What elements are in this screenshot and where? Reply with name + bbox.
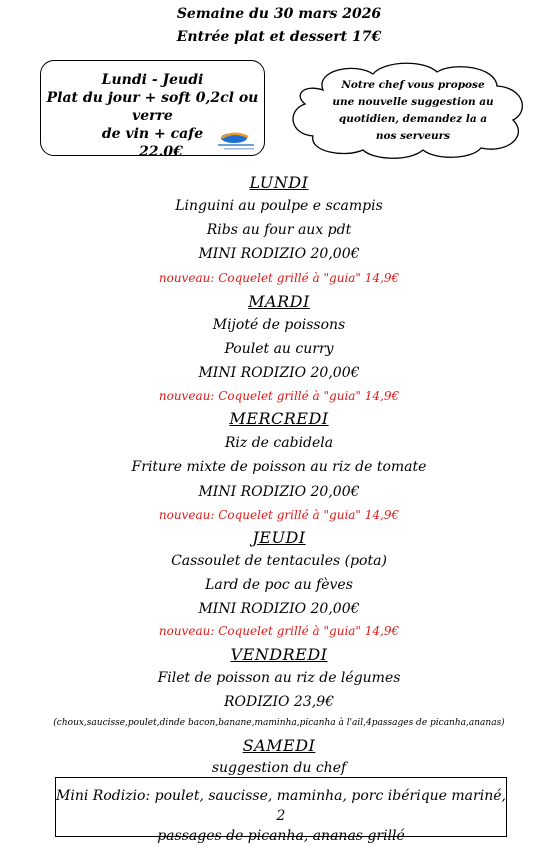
day-heading-vendredi: VENDREDI: [230, 645, 328, 664]
day-heading-jeudi: JEUDI: [252, 528, 306, 547]
nouveau-line: [0, 508, 558, 522]
menu-item: Poulet au curry: [224, 341, 334, 357]
nouveau-line: [0, 624, 558, 638]
menu-item: suggestion du chef: [211, 760, 347, 776]
nouveau-item: Coquelet grillé à "guia" 14,9€: [218, 624, 400, 638]
menu-item: Ribs au four aux pdt: [206, 222, 352, 238]
chef-suggestion-text: [318, 77, 508, 145]
day-heading-lundi: LUNDI: [249, 173, 309, 192]
promo-offer-cont: de vin + cafe: [101, 126, 204, 142]
nouveau-item: Coquelet grillé à "guia" 14,9€: [218, 389, 400, 403]
nouveau-label: nouveau:: [158, 389, 215, 403]
cloud-line: Notre chef vous propose: [341, 79, 485, 91]
promo-price: 22.0€: [139, 144, 183, 160]
cloud-line: nos serveurs: [375, 130, 451, 142]
nouveau-line: [0, 271, 558, 285]
menu-item: Cassoulet de tentacules (pota): [171, 553, 387, 569]
nouveau-item: Coquelet grillé à "guia" 14,9€: [218, 271, 400, 285]
menu-item: Lard de poc au fèves: [205, 577, 353, 593]
menu-item: MINI RODIZIO 20,00€: [198, 365, 360, 381]
nouveau-label: nouveau:: [158, 271, 215, 285]
menu-item: MINI RODIZIO 20,00€: [198, 484, 360, 500]
mini-rodizio-box: [55, 777, 507, 844]
restaurant-logo: [212, 130, 260, 152]
cloud-line: quotidien, demandez la a: [338, 113, 488, 125]
nouveau-item: Coquelet grillé à "guia" 14,9€: [218, 508, 400, 522]
menu-price-line: Entrée plat et dessert 17€: [176, 29, 382, 45]
nouveau-line: [0, 389, 558, 403]
menu-item: Linguini au poulpe e scampis: [175, 198, 383, 214]
promo-days: Lundi - Jeudi: [101, 72, 204, 88]
day-heading-mardi: MARDI: [248, 292, 310, 311]
nouveau-label: nouveau:: [158, 508, 215, 522]
menu-item: Friture mixte de poisson au riz de tomate: [131, 459, 427, 475]
nouveau-label: nouveau:: [158, 624, 215, 638]
menu-week-title: Semaine du 30 mars 2026: [176, 6, 382, 22]
promo-offer: Plat du jour + soft 0,2cl ou verre: [46, 90, 259, 124]
mini-rodizio-line: passages de picanha, ananas grillé: [157, 828, 405, 844]
menu-item: Filet de poisson au riz de légumes: [157, 670, 401, 686]
day-heading-samedi: SAMEDI: [242, 736, 316, 755]
menu-item: Riz de cabidela: [224, 435, 334, 451]
rodizio-contents-note: (choux,saucisse,poulet,dinde bacon,banane,maminha,picanha à l'ail,4passages de picanha,ananas): [53, 718, 505, 728]
menu-item: MINI RODIZIO 20,00€: [198, 601, 360, 617]
day-heading-mercredi: MERCREDI: [229, 409, 329, 428]
menu-item: Mijoté de poissons: [212, 317, 346, 333]
cloud-line: une nouvelle suggestion au: [332, 96, 494, 108]
mini-rodizio-line: Mini Rodizio: poulet, saucisse, maminha, porc ibérique mariné, 2: [56, 788, 506, 824]
menu-item: RODIZIO 23,9€: [223, 694, 335, 710]
menu-item: MINI RODIZIO 20,00€: [198, 246, 360, 262]
